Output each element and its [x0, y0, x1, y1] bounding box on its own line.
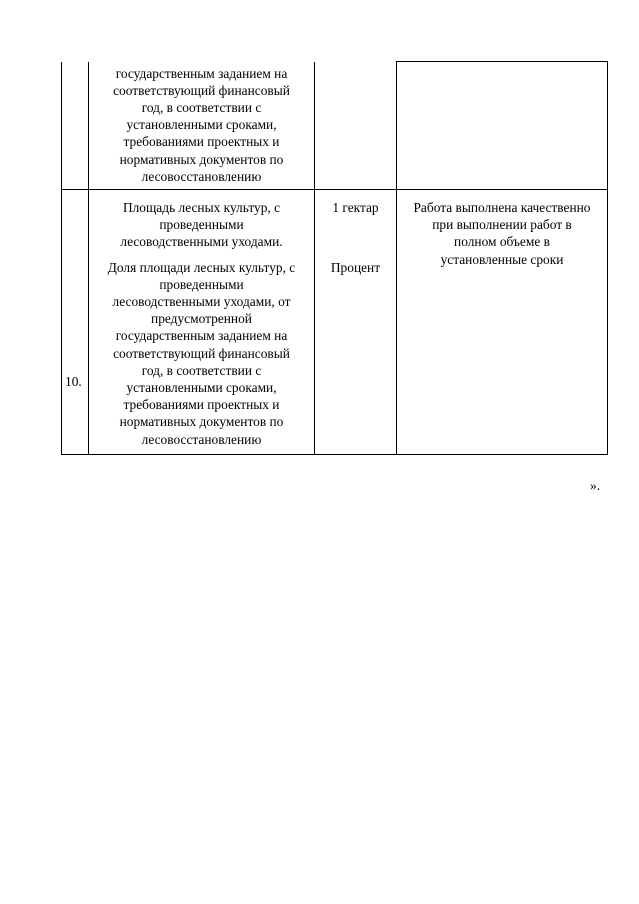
indicator-text-share: Доля площади лесных культур, с проведенными лесоводственными уходами, от предусмотренной государственным заданием на соответствующий финансовый год, в соответствии с установленными сроками, требованиями проектных и нормативных документов по лесовосстановлению: [107, 259, 296, 447]
table-row: [62, 189, 608, 454]
closing-quote-mark: ».: [590, 478, 601, 493]
indicator-cell: [89, 62, 315, 190]
unit-cell: [315, 189, 397, 454]
indicators-table: [61, 61, 608, 455]
row-number-cell: [62, 62, 89, 190]
table-row: [62, 62, 608, 190]
unit-cell: [315, 62, 397, 190]
indicator-text: государственным заданием на соответствующий финансовый год, в соответствии с установленными сроками, требованиями проектных и нормативных документов по лесовосстановлению: [113, 65, 290, 184]
indicator-text-area: Площадь лесных культур, с проведенными лесоводственными уходами.: [120, 199, 283, 250]
description-cell: [397, 62, 608, 190]
row-number-cell: [62, 189, 89, 454]
indicator-cell: [89, 189, 315, 454]
description-cell: [397, 189, 608, 454]
unit-text-hectare: 1 гектар: [332, 199, 379, 215]
row-number: 10.: [65, 374, 82, 390]
description-text: Работа выполнена качественно при выполнении работ в полном объеме в установленные сроки: [413, 199, 591, 267]
unit-text-percent: Процент: [330, 260, 381, 276]
